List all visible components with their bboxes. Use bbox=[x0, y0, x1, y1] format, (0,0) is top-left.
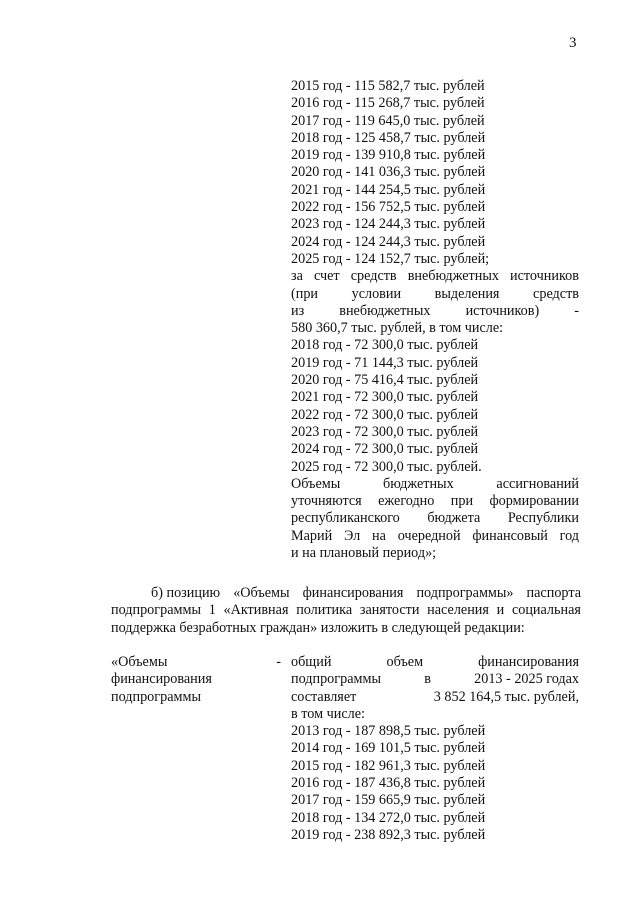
paragraph-last-line: поддержка безработных граждан» изложить в следующей редакции: bbox=[111, 619, 525, 636]
word: формировании bbox=[489, 493, 579, 510]
word: бюджета bbox=[427, 510, 481, 527]
word: на bbox=[372, 527, 386, 544]
word: населения bbox=[427, 602, 489, 619]
word: 2013 - 2025 годах bbox=[474, 671, 579, 688]
label-line bbox=[111, 654, 281, 671]
year-line: 2020 год - 141 036,3 тыс. рублей bbox=[291, 164, 486, 181]
year-line: 2017 год - 159 665,9 тыс. рублей bbox=[291, 792, 486, 809]
label-line: подпрограммы bbox=[111, 688, 201, 705]
note-line bbox=[291, 528, 579, 545]
word: «Объемы bbox=[233, 585, 290, 601]
year-line: 2019 год - 139 910,8 тыс. рублей bbox=[291, 147, 486, 164]
word: в bbox=[424, 671, 431, 688]
word: политика bbox=[296, 602, 353, 619]
note-last-line: и на плановый период»; bbox=[291, 545, 437, 562]
paragraph-line bbox=[111, 602, 581, 619]
word: финансирования bbox=[302, 585, 404, 601]
year-line: 2015 год - 115 582,7 тыс. рублей bbox=[291, 78, 485, 94]
word: «Объемы bbox=[111, 654, 168, 670]
extra-budget-line bbox=[291, 268, 579, 285]
word: - bbox=[574, 302, 579, 319]
word: уточняются bbox=[291, 493, 362, 510]
year-line: 2018 год - 72 300,0 тыс. рублей bbox=[291, 337, 479, 354]
year-line: 2018 год - 125 458,7 тыс. рублей bbox=[291, 129, 486, 146]
word: ежегодно bbox=[378, 493, 435, 510]
year-line: 2024 год - 72 300,0 тыс. рублей bbox=[291, 441, 479, 458]
page-number: 3 bbox=[569, 35, 577, 51]
word: источников bbox=[510, 268, 579, 285]
year-line: 2018 год - 134 272,0 тыс. рублей bbox=[291, 809, 486, 826]
year-line: 2022 год - 156 752,5 тыс. рублей bbox=[291, 199, 486, 216]
word: условии bbox=[351, 285, 402, 302]
total-line bbox=[291, 654, 579, 671]
year-line: 2013 год - 187 898,5 тыс. рублей bbox=[291, 723, 486, 740]
word: занятости bbox=[359, 602, 420, 619]
year-line: 2024 год - 124 244,3 тыс. рублей bbox=[291, 233, 486, 250]
year-line: 2021 год - 144 254,5 тыс. рублей bbox=[291, 181, 486, 198]
dash: - bbox=[276, 654, 281, 670]
word: внебюджетных bbox=[339, 302, 431, 319]
note-line bbox=[291, 510, 579, 527]
word: при bbox=[450, 493, 474, 510]
word: 3 852 164,5 тыс. рублей, bbox=[433, 688, 579, 705]
position-label bbox=[111, 654, 281, 706]
word: подпрограммы» bbox=[416, 585, 514, 601]
word: составляет bbox=[291, 688, 357, 705]
word: Республики bbox=[507, 510, 579, 527]
word: ассигнований bbox=[496, 475, 579, 492]
word: подпрограммы bbox=[291, 671, 381, 688]
word: источников) bbox=[465, 302, 540, 319]
in-total-line: в том числе: bbox=[291, 705, 365, 722]
word: счет bbox=[313, 268, 340, 285]
word: Объемы bbox=[291, 475, 341, 492]
year-line: 2020 год - 75 416,4 тыс. рублей bbox=[291, 372, 479, 389]
year-line: 2016 год - 115 268,7 тыс. рублей bbox=[291, 95, 485, 112]
year-line: 2025 год - 72 300,0 тыс. рублей. bbox=[291, 458, 482, 475]
extra-budget-line bbox=[291, 303, 579, 320]
word: и bbox=[496, 602, 505, 619]
word: из bbox=[291, 302, 305, 319]
word: 1 bbox=[208, 602, 216, 619]
word: паспорта bbox=[526, 585, 581, 601]
extra-budget-total: 580 360,7 тыс. рублей, в том числе: bbox=[291, 320, 504, 337]
year-line: 2014 год - 169 101,5 тыс. рублей bbox=[291, 740, 486, 757]
year-line: 2022 год - 72 300,0 тыс. рублей bbox=[291, 406, 479, 423]
year-line: 2017 год - 119 645,0 тыс. рублей bbox=[291, 112, 485, 129]
year-line: 2025 год - 124 152,7 тыс. рублей; bbox=[291, 250, 490, 267]
word: средств bbox=[350, 268, 397, 285]
year-line: 2019 год - 71 144,3 тыс. рублей bbox=[291, 354, 479, 371]
lower-funding-block bbox=[291, 654, 579, 844]
extra-budget-line bbox=[291, 286, 579, 303]
year-line: 2023 год - 72 300,0 тыс. рублей bbox=[291, 423, 479, 440]
word: выделения bbox=[434, 285, 500, 302]
paragraph-b bbox=[111, 585, 581, 637]
word: «Активная bbox=[223, 602, 289, 619]
total-line bbox=[291, 671, 579, 688]
year-line: 2016 год - 187 436,8 тыс. рублей bbox=[291, 775, 486, 792]
word: республиканского bbox=[291, 510, 400, 527]
word: Эл bbox=[343, 527, 361, 544]
word: бюджетных bbox=[383, 475, 454, 492]
word: внебюджетных bbox=[407, 268, 499, 285]
year-line: 2021 год - 72 300,0 тыс. рублей bbox=[291, 389, 479, 406]
word: за bbox=[291, 268, 303, 285]
word: финансирования bbox=[478, 654, 579, 670]
word: год bbox=[559, 527, 579, 544]
year-line: 2023 год - 124 244,3 тыс. рублей bbox=[291, 216, 486, 233]
label-line: финансирования bbox=[111, 671, 212, 688]
paragraph-line bbox=[111, 585, 581, 602]
word: общий bbox=[291, 654, 332, 670]
word: финансовый bbox=[472, 527, 548, 544]
word: (при bbox=[291, 285, 319, 302]
note-line bbox=[291, 476, 579, 493]
word: социальная bbox=[511, 602, 581, 619]
word: очередной bbox=[397, 527, 461, 544]
year-line: 2015 год - 182 961,3 тыс. рублей bbox=[291, 757, 486, 774]
word: Марий bbox=[291, 527, 333, 544]
note-line bbox=[291, 493, 579, 510]
word: подпрограммы bbox=[111, 602, 201, 619]
word: объем bbox=[386, 654, 424, 670]
word: б) позицию bbox=[151, 585, 221, 601]
year-line: 2019 год - 238 892,3 тыс. рублей bbox=[291, 826, 486, 843]
word: средств bbox=[533, 285, 579, 302]
total-line bbox=[291, 689, 579, 706]
upper-funding-block bbox=[291, 78, 579, 562]
